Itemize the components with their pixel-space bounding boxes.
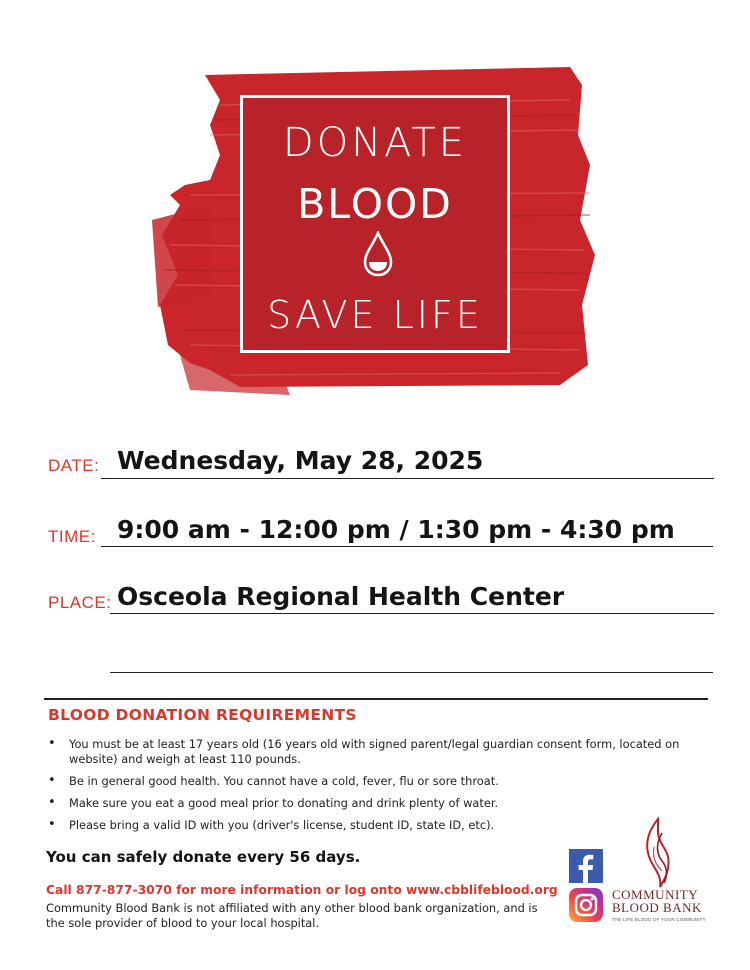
time-underline xyxy=(101,546,713,547)
requirements-title: BLOOD DONATION REQUIREMENTS xyxy=(48,706,357,724)
hero-text-box xyxy=(240,95,510,353)
disclaimer-text: Community Blood Bank is not affiliated with any other blood bank organization, and is the sole provider of blood to your local hospital. xyxy=(46,901,538,930)
date-value: Wednesday, May 28, 2025 xyxy=(117,446,484,475)
requirement-item: • You must be at least 17 years old (16 years old with signed parent/legal guardian consent form, located on website) and weigh at least 110 pounds. xyxy=(48,737,688,767)
time-label: TIME: xyxy=(48,527,96,546)
logo-name-line1: COMMUNITY xyxy=(612,887,699,902)
requirement-item: • Make sure you eat a good meal prior to donating and drink plenty of water. xyxy=(48,796,688,811)
contact-info: Call 877-877-3070 for more information or log onto www.cbblifeblood.org xyxy=(46,883,558,897)
place-underline xyxy=(110,613,714,614)
instagram-icon[interactable] xyxy=(569,888,603,922)
logo-name-line2: BLOOD BANK xyxy=(612,900,702,915)
hero-donate-text: DONATE xyxy=(282,120,468,166)
community-blood-bank-flame-icon xyxy=(640,817,680,889)
hero-blood-text: BLOOD xyxy=(297,180,453,228)
requirement-item: • Be in general good health. You cannot have a cold, fever, flu or sore throat. xyxy=(48,774,688,789)
date-underline xyxy=(101,478,714,479)
place-label: PLACE: xyxy=(48,593,112,612)
facebook-icon[interactable] xyxy=(569,849,603,883)
logo-tagline: THE LIFE BLOOD OF YOUR COMMUNITY xyxy=(612,917,706,922)
date-label: DATE: xyxy=(48,456,100,475)
requirements-list xyxy=(48,737,688,840)
section-divider xyxy=(44,698,708,700)
hero-save-life-text: SAVE LIFE xyxy=(267,293,483,337)
blood-drop-icon xyxy=(362,231,394,277)
place-second-line xyxy=(110,672,713,673)
requirement-item: • Please bring a valid ID with you (driver's license, student ID, state ID, etc). xyxy=(48,818,688,833)
place-value: Osceola Regional Health Center xyxy=(117,582,565,611)
time-value: 9:00 am - 12:00 pm / 1:30 pm - 4:30 pm xyxy=(117,515,675,544)
community-blood-bank-logo-text xyxy=(612,888,712,914)
donation-frequency: You can safely donate every 56 days. xyxy=(46,848,361,866)
